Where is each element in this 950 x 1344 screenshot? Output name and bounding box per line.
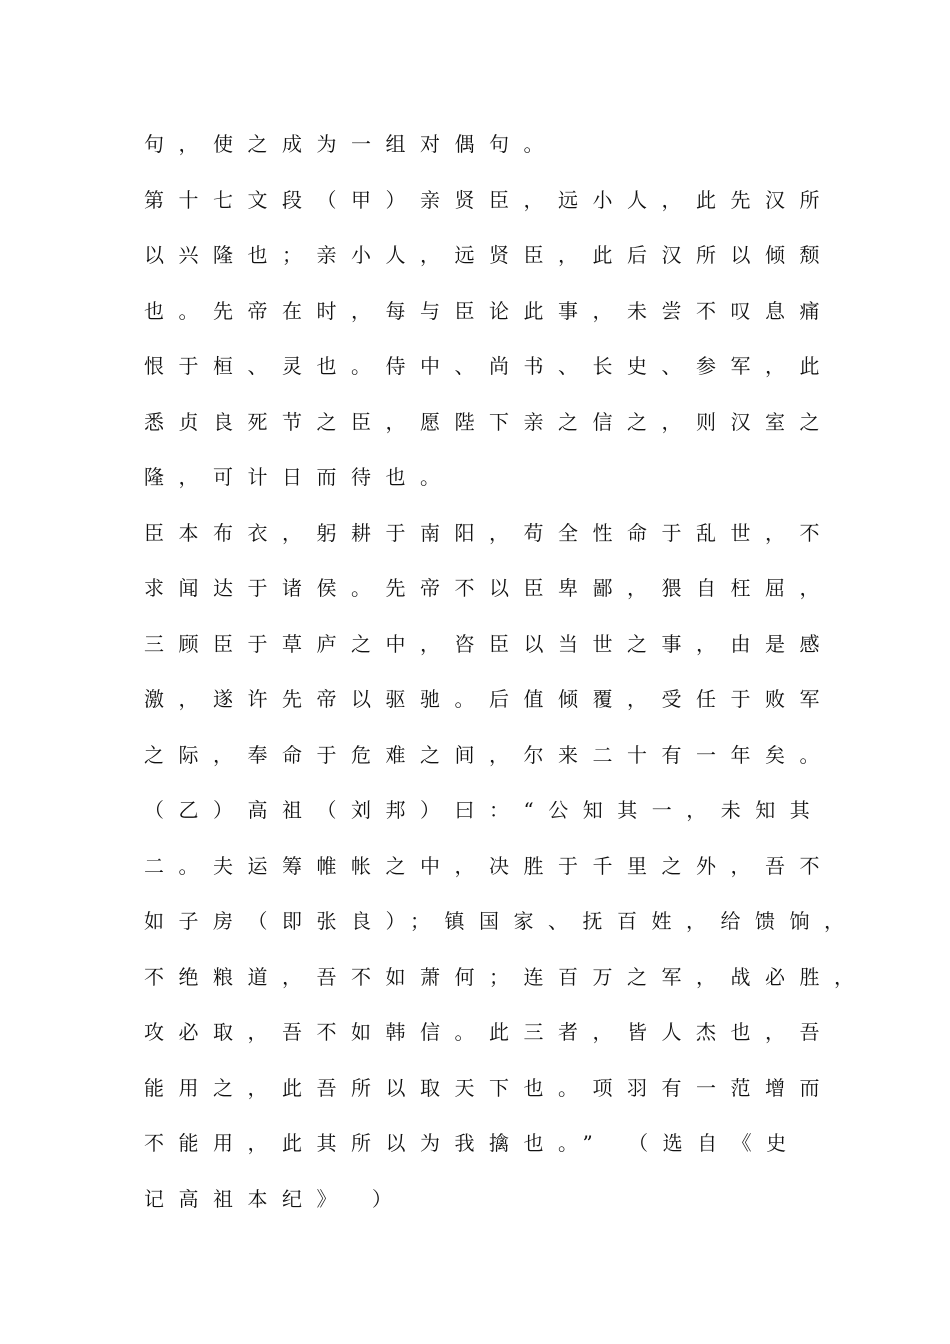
text-line: 恨于桓、灵也。侍中、尚书、长史、参军，此 xyxy=(144,354,834,378)
text-line: 能用之，此吾所以取天下也。项羽有一范增而 xyxy=(144,1075,834,1100)
text-line: 二。夫运筹帷帐之中，决胜于千里之外，吾不 xyxy=(144,853,834,878)
text-line: 也。先帝在时，每与臣论此事，未尝不叹息痛 xyxy=(144,298,834,323)
text-line: 求闻达于诸侯。先帝不以臣卑鄙，猥自枉屈， xyxy=(144,576,834,600)
text-line: 隆，可计日而待也。 xyxy=(144,465,455,489)
text-line: 第十七文段（甲）亲贤臣，远小人，此先汉所 xyxy=(144,187,834,212)
text-line: 臣本布衣，躬耕于南阳，苟全性命于乱世，不 xyxy=(144,520,834,545)
text-line: 不能用，此其所以为我擒也。” （选自《史 xyxy=(144,1131,801,1155)
text-line: 不绝粮道，吾不如萧何；连百万之军，战必胜， xyxy=(144,964,869,989)
text-line: 句，使之成为一组对偶句。 xyxy=(144,132,558,156)
text-line: （乙）高祖（刘邦）曰：“公知其一，未知其 xyxy=(144,798,825,822)
text-line: 三顾臣于草庐之中，咨臣以当世之事，由是感 xyxy=(144,631,834,656)
text-line: 如子房（即张良）；镇国家、抚百姓，给馈饷， xyxy=(144,909,859,933)
text-line: 攻必取，吾不如韩信。此三者，皆人杰也，吾 xyxy=(144,1020,834,1044)
text-line: 悉贞良死节之臣，愿陛下亲之信之，则汉室之 xyxy=(144,409,834,434)
text-body xyxy=(144,126,869,1236)
text-line: 激，遂许先帝以驱驰。后值倾覆，受任于败军 xyxy=(144,687,834,711)
text-line: 记高祖本纪》 ） xyxy=(144,1186,407,1211)
text-line: 之际，奉命于危难之间，尔来二十有一年矣。 xyxy=(144,742,834,767)
text-line: 以兴隆也；亲小人，远贤臣，此后汉所以倾颓 xyxy=(144,243,834,267)
